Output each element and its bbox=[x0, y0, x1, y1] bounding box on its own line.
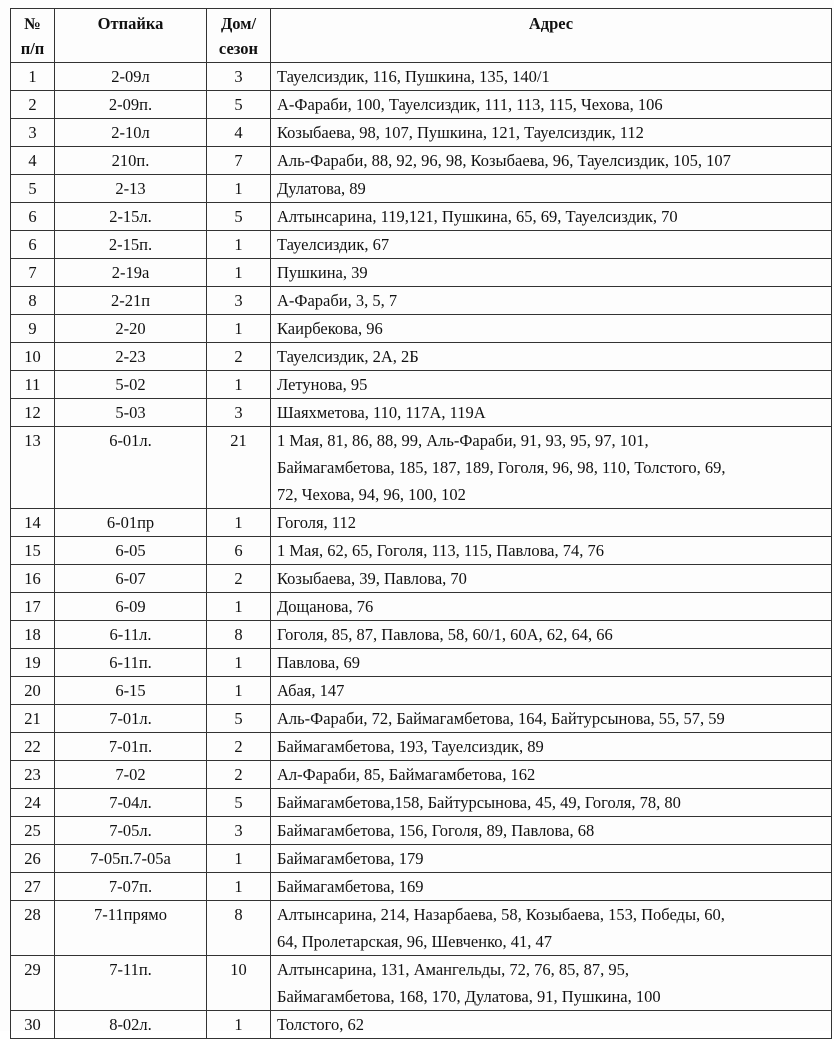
row-address: Летунова, 95 bbox=[271, 371, 832, 399]
row-address: Гоголя, 85, 87, Павлова, 58, 60/1, 60А, 62, 64, 66 bbox=[271, 621, 832, 649]
row-address: Аль-Фараби, 88, 92, 96, 98, Козыбаева, 96, Тауелсиздик, 105, 107 bbox=[271, 147, 832, 175]
table-row bbox=[11, 427, 832, 509]
row-dom-count: 2 bbox=[207, 565, 271, 593]
row-otpaika: 6-11п. bbox=[55, 649, 207, 677]
row-number: 4 bbox=[11, 147, 55, 175]
row-dom-count: 3 bbox=[207, 63, 271, 91]
row-otpaika: 2-15л. bbox=[55, 203, 207, 231]
row-number: 22 bbox=[11, 733, 55, 761]
row-otpaika: 210п. bbox=[55, 147, 207, 175]
row-otpaika: 2-21п bbox=[55, 287, 207, 315]
row-number: 15 bbox=[11, 537, 55, 565]
row-address: Ал-Фараби, 85, Баймагамбетова, 162 bbox=[271, 761, 832, 789]
row-dom-count: 2 bbox=[207, 761, 271, 789]
table-row bbox=[11, 817, 832, 845]
row-otpaika: 2-23 bbox=[55, 343, 207, 371]
row-number: 30 bbox=[11, 1011, 55, 1039]
table-row bbox=[11, 845, 832, 873]
row-dom-count: 3 bbox=[207, 817, 271, 845]
row-otpaika: 2-19а bbox=[55, 259, 207, 287]
row-otpaika: 6-01пр bbox=[55, 509, 207, 537]
table-row bbox=[11, 901, 832, 956]
table-row bbox=[11, 621, 832, 649]
table-row bbox=[11, 287, 832, 315]
row-dom-count: 1 bbox=[207, 231, 271, 259]
row-number: 17 bbox=[11, 593, 55, 621]
table-row bbox=[11, 593, 832, 621]
row-dom-count: 5 bbox=[207, 91, 271, 119]
row-otpaika: 2-09п. bbox=[55, 91, 207, 119]
header-address: Адрес bbox=[271, 9, 832, 63]
header-num: № п/п bbox=[11, 9, 55, 63]
table-row bbox=[11, 91, 832, 119]
row-address: Пушкина, 39 bbox=[271, 259, 832, 287]
row-dom-count: 8 bbox=[207, 901, 271, 956]
row-address: Баймагамбетова,158, Байтурсынова, 45, 49, Гоголя, 78, 80 bbox=[271, 789, 832, 817]
row-dom-count: 3 bbox=[207, 399, 271, 427]
row-dom-count: 3 bbox=[207, 287, 271, 315]
row-address: Козыбаева, 98, 107, Пушкина, 121, Тауелсиздик, 112 bbox=[271, 119, 832, 147]
row-dom-count: 4 bbox=[207, 119, 271, 147]
row-otpaika: 2-13 bbox=[55, 175, 207, 203]
table-body bbox=[11, 63, 832, 1039]
row-number: 1 bbox=[11, 63, 55, 91]
row-dom-count: 1 bbox=[207, 593, 271, 621]
address-table bbox=[10, 8, 832, 1039]
row-otpaika: 7-02 bbox=[55, 761, 207, 789]
row-address: Абая, 147 bbox=[271, 677, 832, 705]
row-dom-count: 1 bbox=[207, 509, 271, 537]
row-number: 7 bbox=[11, 259, 55, 287]
table-row bbox=[11, 203, 832, 231]
row-address: Гоголя, 112 bbox=[271, 509, 832, 537]
row-address: Алтынсарина, 119,121, Пушкина, 65, 69, Тауелсиздик, 70 bbox=[271, 203, 832, 231]
row-otpaika: 6-09 bbox=[55, 593, 207, 621]
row-address: А-Фараби, 3, 5, 7 bbox=[271, 287, 832, 315]
row-otpaika: 6-15 bbox=[55, 677, 207, 705]
row-otpaika: 7-05п.7-05а bbox=[55, 845, 207, 873]
row-address: Толстого, 62 bbox=[271, 1011, 832, 1039]
row-number: 5 bbox=[11, 175, 55, 203]
row-dom-count: 6 bbox=[207, 537, 271, 565]
table-row bbox=[11, 956, 832, 1011]
row-address: Аль-Фараби, 72, Баймагамбетова, 164, Байтурсынова, 55, 57, 59 bbox=[271, 705, 832, 733]
header-dom-sezon: Дом/ сезон bbox=[207, 9, 271, 63]
row-address: Баймагамбетова, 156, Гоголя, 89, Павлова, 68 bbox=[271, 817, 832, 845]
table-row bbox=[11, 399, 832, 427]
row-dom-count: 2 bbox=[207, 343, 271, 371]
table-row bbox=[11, 565, 832, 593]
row-otpaika: 2-09л bbox=[55, 63, 207, 91]
row-address: Тауелсиздик, 67 bbox=[271, 231, 832, 259]
table-row bbox=[11, 789, 832, 817]
row-number: 25 bbox=[11, 817, 55, 845]
table-header bbox=[11, 9, 832, 63]
row-otpaika: 7-11п. bbox=[55, 956, 207, 1011]
row-dom-count: 1 bbox=[207, 259, 271, 287]
row-otpaika: 6-07 bbox=[55, 565, 207, 593]
row-number: 26 bbox=[11, 845, 55, 873]
table-row bbox=[11, 509, 832, 537]
table-row bbox=[11, 175, 832, 203]
row-dom-count: 5 bbox=[207, 705, 271, 733]
row-number: 21 bbox=[11, 705, 55, 733]
row-number: 24 bbox=[11, 789, 55, 817]
table-row bbox=[11, 677, 832, 705]
row-dom-count: 7 bbox=[207, 147, 271, 175]
table-row bbox=[11, 537, 832, 565]
row-otpaika: 7-01п. bbox=[55, 733, 207, 761]
row-otpaika: 2-20 bbox=[55, 315, 207, 343]
row-otpaika: 6-01л. bbox=[55, 427, 207, 509]
row-number: 29 bbox=[11, 956, 55, 1011]
row-address: Дощанова, 76 bbox=[271, 593, 832, 621]
row-number: 12 bbox=[11, 399, 55, 427]
row-address: Павлова, 69 bbox=[271, 649, 832, 677]
row-address: Шаяхметова, 110, 117А, 119А bbox=[271, 399, 832, 427]
row-dom-count: 1 bbox=[207, 677, 271, 705]
row-dom-count: 5 bbox=[207, 203, 271, 231]
row-address: Тауелсиздик, 116, Пушкина, 135, 140/1 bbox=[271, 63, 832, 91]
row-dom-count: 2 bbox=[207, 733, 271, 761]
row-dom-count: 1 bbox=[207, 845, 271, 873]
row-number: 14 bbox=[11, 509, 55, 537]
row-address: Тауелсиздик, 2А, 2Б bbox=[271, 343, 832, 371]
row-number: 13 bbox=[11, 427, 55, 509]
table-row bbox=[11, 1011, 832, 1039]
row-otpaika: 6-11л. bbox=[55, 621, 207, 649]
row-address: Баймагамбетова, 193, Тауелсиздик, 89 bbox=[271, 733, 832, 761]
row-address: Каирбекова, 96 bbox=[271, 315, 832, 343]
row-number: 23 bbox=[11, 761, 55, 789]
row-number: 27 bbox=[11, 873, 55, 901]
table-row bbox=[11, 761, 832, 789]
table-row bbox=[11, 873, 832, 901]
row-number: 6 bbox=[11, 203, 55, 231]
row-otpaika: 5-02 bbox=[55, 371, 207, 399]
row-dom-count: 8 bbox=[207, 621, 271, 649]
row-address: Алтынсарина, 214, Назарбаева, 58, Козыбаева, 153, Победы, 60, 64, Пролетарская, 96, Шевченко, 41, 47 bbox=[271, 901, 832, 956]
row-otpaika: 7-05л. bbox=[55, 817, 207, 845]
row-number: 19 bbox=[11, 649, 55, 677]
row-address: Алтынсарина, 131, Амангельды, 72, 76, 85, 87, 95, Баймагамбетова, 168, 170, Дулатова, 91, Пушкина, 100 bbox=[271, 956, 832, 1011]
row-address: 1 Мая, 81, 86, 88, 99, Аль-Фараби, 91, 93, 95, 97, 101, Баймагамбетова, 185, 187, 189, Гоголя, 96, 98, 110, Толстого, 69, 72, Чехова, 94, 96, 100, 102 bbox=[271, 427, 832, 509]
row-address: Козыбаева, 39, Павлова, 70 bbox=[271, 565, 832, 593]
table-row bbox=[11, 315, 832, 343]
row-address: Баймагамбетова, 169 bbox=[271, 873, 832, 901]
row-otpaika: 7-07п. bbox=[55, 873, 207, 901]
table-row bbox=[11, 119, 832, 147]
row-otpaika: 2-15п. bbox=[55, 231, 207, 259]
table-row bbox=[11, 733, 832, 761]
row-otpaika: 7-11прямо bbox=[55, 901, 207, 956]
header-otpaika: Отпайка bbox=[55, 9, 207, 63]
header-row bbox=[11, 9, 832, 63]
row-dom-count: 10 bbox=[207, 956, 271, 1011]
row-number: 28 bbox=[11, 901, 55, 956]
row-dom-count: 1 bbox=[207, 175, 271, 203]
table-row bbox=[11, 705, 832, 733]
row-address: А-Фараби, 100, Тауелсиздик, 111, 113, 115, Чехова, 106 bbox=[271, 91, 832, 119]
row-number: 10 bbox=[11, 343, 55, 371]
row-otpaika: 7-01л. bbox=[55, 705, 207, 733]
row-number: 2 bbox=[11, 91, 55, 119]
row-dom-count: 21 bbox=[207, 427, 271, 509]
row-otpaika: 6-05 bbox=[55, 537, 207, 565]
row-otpaika: 2-10л bbox=[55, 119, 207, 147]
row-dom-count: 1 bbox=[207, 371, 271, 399]
row-number: 20 bbox=[11, 677, 55, 705]
row-address: Баймагамбетова, 179 bbox=[271, 845, 832, 873]
row-number: 6 bbox=[11, 231, 55, 259]
row-number: 8 bbox=[11, 287, 55, 315]
table-row bbox=[11, 147, 832, 175]
row-address: Дулатова, 89 bbox=[271, 175, 832, 203]
row-number: 18 bbox=[11, 621, 55, 649]
row-number: 16 bbox=[11, 565, 55, 593]
row-dom-count: 1 bbox=[207, 1011, 271, 1039]
table-row bbox=[11, 371, 832, 399]
row-dom-count: 1 bbox=[207, 315, 271, 343]
row-otpaika: 5-03 bbox=[55, 399, 207, 427]
row-number: 9 bbox=[11, 315, 55, 343]
table-row bbox=[11, 63, 832, 91]
table-row bbox=[11, 231, 832, 259]
row-dom-count: 1 bbox=[207, 873, 271, 901]
table-row bbox=[11, 343, 832, 371]
row-dom-count: 1 bbox=[207, 649, 271, 677]
row-dom-count: 5 bbox=[207, 789, 271, 817]
row-otpaika: 8-02л. bbox=[55, 1011, 207, 1039]
row-address: 1 Мая, 62, 65, Гоголя, 113, 115, Павлова, 74, 76 bbox=[271, 537, 832, 565]
table-row bbox=[11, 259, 832, 287]
table-row bbox=[11, 649, 832, 677]
row-otpaika: 7-04л. bbox=[55, 789, 207, 817]
row-number: 3 bbox=[11, 119, 55, 147]
row-number: 11 bbox=[11, 371, 55, 399]
